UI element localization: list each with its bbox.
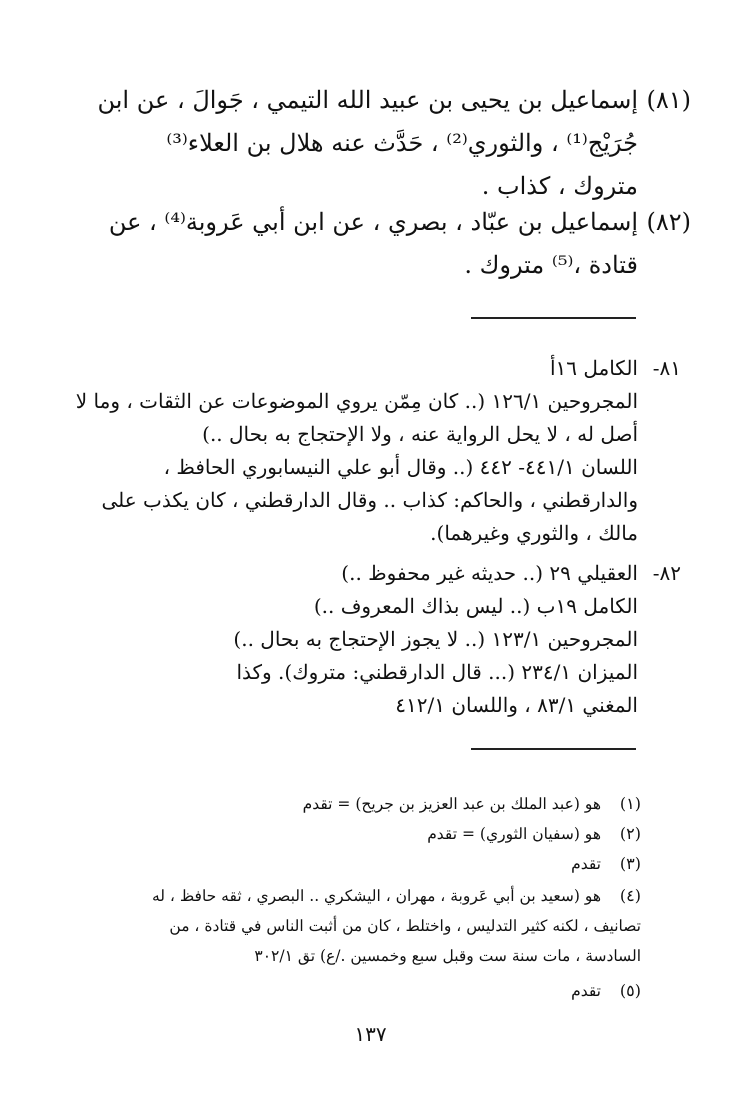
- note-line: المجروحين ١٢٦/١ (.. كان مِمّن يروي الموضوعات عن الثقات ، وما لا: [75, 389, 638, 413]
- note-line: مالك ، والثوري وغيرهما).: [430, 521, 638, 545]
- note-line: والدارقطني ، والحاكم: كذاب .. وقال الدارقطني ، كان يكذب على: [101, 488, 638, 512]
- entry-number: (٨٢): [646, 208, 691, 236]
- entry-line: إسماعيل بن عبّاد ، بصري ، عن ابن أبي عَروبة⁽⁴⁾ ، عن: [108, 208, 638, 236]
- entry-line: إسماعيل بن يحيى بن عبيد الله التيمي ، جَوالَ ، عن ابن: [97, 86, 638, 114]
- footnote-line: تقدم: [571, 982, 601, 1000]
- note-number: ٨٢-: [652, 561, 681, 585]
- footnote-line: تقدم: [571, 855, 601, 873]
- footnote-3: [70, 849, 601, 879]
- footnote-line: السادسة ، مات سنة ست وقبل سبع وخمسين ./ع) تق ٣٠٢/١: [254, 947, 641, 965]
- entry-line: متروك ، كذاب .: [481, 172, 638, 200]
- entry-81: [70, 79, 638, 208]
- footnote-line: هو (عبد الملك بن عبد العزيز بن جريح) = تقدم: [302, 795, 601, 813]
- footnote-number: (١): [619, 794, 641, 813]
- note-line: العقيلي ٢٩ (.. حديثه غير محفوظ ..): [341, 561, 638, 585]
- note-81: [70, 352, 638, 550]
- footnote-4: [70, 881, 641, 971]
- footnote-2: [70, 819, 601, 849]
- note-line: المجروحين ١٢٣/١ (.. لا يجوز الإحتجاج به بحال ..): [233, 627, 638, 651]
- separator-rule: [471, 317, 636, 319]
- footnote-line: هو (سفيان الثوري) = تقدم: [427, 825, 601, 843]
- footnote-number: (٥): [619, 981, 641, 1000]
- footnote-line: تصانيف ، لكنه كثير التدليس ، واختلط ، كان من أثبت الناس في قتادة ، من: [169, 917, 641, 935]
- note-82: [70, 557, 638, 722]
- note-line: المغني ٨٣/١ ، واللسان ٤١٢/١: [395, 693, 638, 717]
- note-number: ٨١-: [652, 356, 681, 380]
- note-line: اللسان ٤٤١/١- ٤٤٢ (.. وقال أبو علي النيسابوري الحافظ ،: [163, 455, 638, 479]
- note-line: الميزان ٢٣٤/١ (... قال الدارقطني: متروك). وكذا: [236, 660, 638, 684]
- footnote-1: [70, 789, 601, 819]
- footnote-number: (٤): [619, 886, 641, 905]
- entry-line: جُرَيْج⁽¹⁾ ، والثوري⁽²⁾ ، حَدَّث عنه هلال بن العلاء⁽³⁾: [166, 129, 638, 157]
- separator-rule: [471, 748, 636, 750]
- footnote-5: [70, 976, 601, 1006]
- note-line: الكامل ١٩ب (.. ليس بذاك المعروف ..): [313, 594, 638, 618]
- footnote-number: (٢): [619, 824, 641, 843]
- page-number: ١٣٧: [354, 1022, 387, 1046]
- footnote-number: (٣): [619, 854, 641, 873]
- entry-line: قتادة ،⁽⁵⁾ متروك .: [464, 251, 638, 279]
- note-line: أصل له ، لا يحل الرواية عنه ، ولا الإحتجاج به بحال ..): [202, 422, 638, 446]
- footnote-line: هو (سعيد بن أبي عَروبة ، مهران ، اليشكري .. البصري ، ثقه حافظ ، له: [151, 887, 601, 905]
- entry-number: (٨١): [646, 86, 691, 114]
- entry-82: [70, 201, 638, 287]
- note-line: الكامل ١٦أ: [549, 356, 638, 380]
